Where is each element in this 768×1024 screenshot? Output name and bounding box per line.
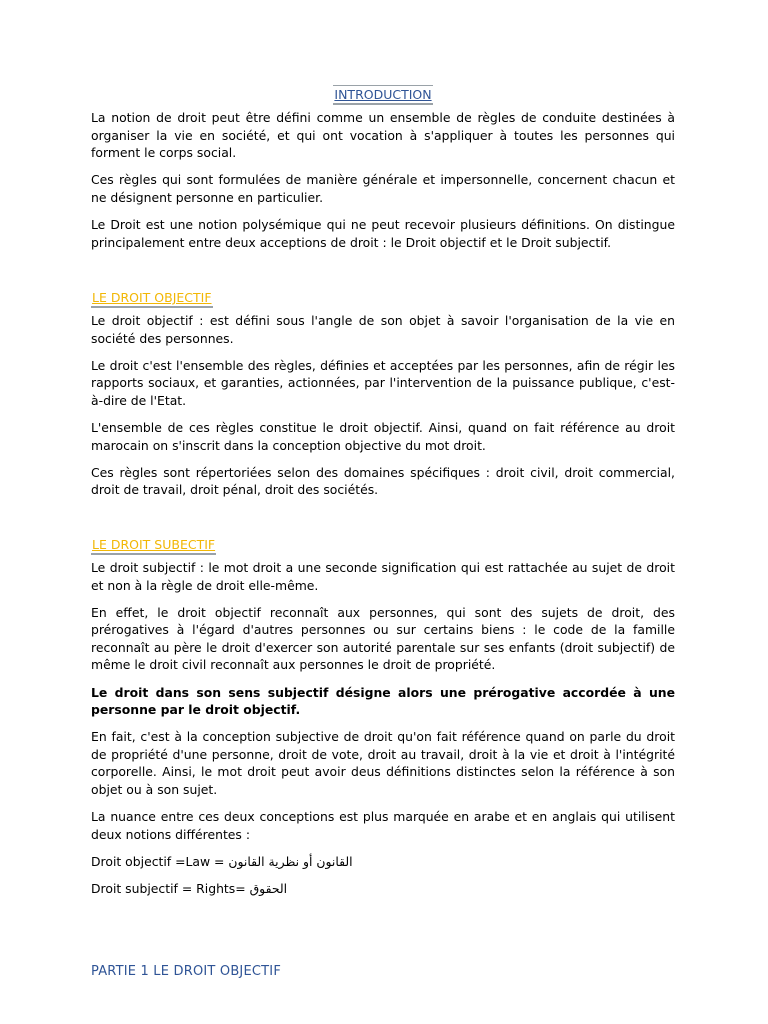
section-heading-subjectif: LE DROIT SUBECTIF [91, 536, 216, 555]
rights-definition-arabic: الحقوق [249, 880, 288, 896]
rights-definition-prefix: Droit subjectif = Rights= [91, 880, 250, 896]
law-definition-prefix: Droit objectif =Law = [91, 853, 229, 869]
intro-paragraph-3: Le Droit est une notion polysémique qui ne peut recevoir plusieurs définitions. On distingue principalement entre deux acceptions de droit : le Droit objectif et le Droit subjectif. [91, 216, 675, 250]
rights-definition-line [91, 880, 675, 898]
subjectif-paragraph-5: La nuance entre ces deux conceptions est plus marquée en arabe et en anglais qui utilisent deux notions différentes : [91, 809, 675, 842]
intro-paragraph-2: Ces règles qui sont formulées de manière générale et impersonnelle, concernent chacun et ne désignent personne en particulier. [91, 172, 675, 205]
section-heading-objectif: LE DROIT OBJECTIF [91, 289, 213, 308]
subjectif-paragraph-4: En fait, c'est à la conception subjective de droit qu'on fait référence quand on parle du droit de propriété d'une personne, droit de vote, droit au travail, droit à la vie et droit à l'intégrité corporelle. Ainsi, le mot droit peut avoir deus définitions distinctes selon la référence à son objet ou à son sujet. [91, 729, 675, 798]
title-container [91, 84, 675, 105]
section-heading-objectif-wrap [91, 287, 675, 308]
intro-paragraph-1: La notion de droit peut être défini comme un ensemble de règles de conduite destinées à organiser la vie en société, et qui ont vocation à s'appliquer à toutes les personnes qui forment le corps social. [91, 110, 675, 161]
law-definition-line [91, 853, 675, 871]
partie-heading-wrap [91, 960, 675, 980]
objectif-paragraph-3: L'ensemble de ces règles constitue le droit objectif. Ainsi, quand on fait référence au droit marocain on s'inscrit dans la conception objective du mot droit. [91, 420, 675, 453]
objectif-paragraph-4: Ces règles sont répertoriées selon des domaines spécifiques : droit civil, droit commercial, droit de travail, droit pénal, droit des sociétés. [91, 464, 675, 498]
section-heading-subjectif-wrap [91, 534, 675, 555]
document-title: INTRODUCTION [333, 85, 432, 105]
document-page [91, 84, 675, 980]
law-definition-arabic: القانون أو نظرية القانون [228, 853, 353, 869]
objectif-paragraph-2: Le droit c'est l'ensemble des règles, définies et acceptées par les personnes, afin de régir les rapports sociaux, et garanties, actionnées, par l'intervention de la puissance publique, c'est-à-dire de l'Etat. [91, 357, 675, 409]
subjectif-paragraph-2: En effet, le droit objectif reconnaît aux personnes, qui sont des sujets de droit, des prérogatives à l'égard d'autres personnes ou sur certains biens : le code de la famille reconnaît au père le droit d'exercer son autorité parentale sur ses enfants (droit subjectif) de même le droit civil reconnaît aux personnes le droit de propriété. [91, 604, 675, 673]
subjectif-paragraph-1: Le droit subjectif : le mot droit a une seconde signification qui est rattachée au sujet de droit et non à la règle de droit elle-même. [91, 560, 675, 593]
objectif-paragraph-1: Le droit objectif : est défini sous l'angle de son objet à savoir l'organisation de la vie en société des personnes. [91, 313, 675, 346]
partie-heading: PARTIE 1 LE DROIT OBJECTIF [91, 963, 282, 979]
subjectif-bold-definition: Le droit dans son sens subjectif désigne alors une prérogative accordée à une personne par le droit objectif. [91, 684, 675, 718]
